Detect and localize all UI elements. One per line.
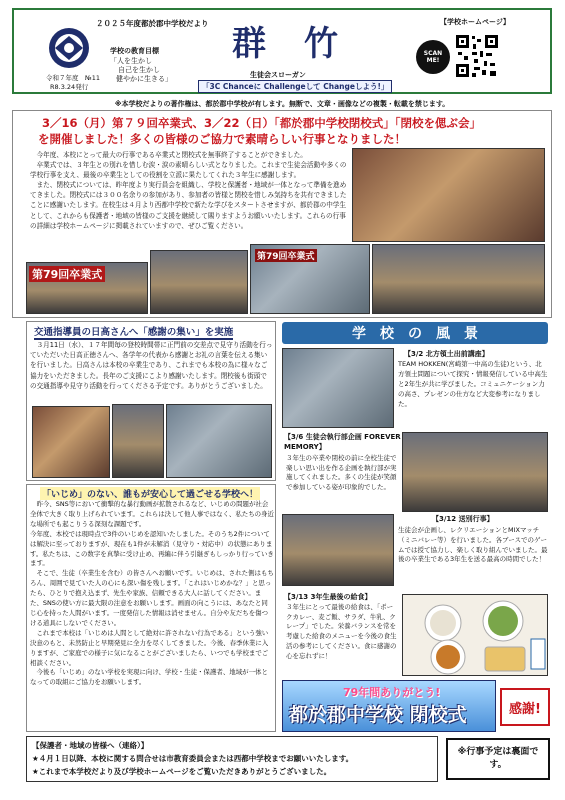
scenery-item-4-body: ３年生にとって最後の給食は、「ポークカレー、麦ご飯、サラダ、牛乳、クレープ」でした。栄養バランスを常を考慮した給食のメニューを今後の食生活の参考にしてください。食に感謝の心を忘れずに！	[286, 603, 397, 660]
main-article-body: 今年度、本校にとって最大の行事である卒業式と閉校式を無事終了することができました。 卒業式では、３年生との別れを惜しむ涙・涙の素晴らしい式となりました。これまで生徒会活動や多くの学校行事を支え、最後の卒業生としての役割を立派に果たしてくれた３年生に感謝します。 また、閉校式については、昨年度より実行員会を組織し、学校と保護者・地域が一体となって準備を進めてきました。閉校式には３００名余りの参加があり、参加者の皆様と閉校を惜しみ気持ちを共有できましたことに感謝いたします。在校生は４月より西都中学校で新たな学びをスタートさせますが、都於郡の中学生として、これからも保護者・地域の皆様のご支援を継続して賜りますようお願いいたします。これらの行事の詳細は学校ホームページに掲載されていますので、ぜひご覧ください。	[30, 151, 347, 230]
traffic-photo-1	[32, 406, 110, 478]
newsletter-label: ２０２５年度都於郡中学校だより	[96, 19, 209, 28]
footer-heading: 【保護者・地域の皆様へ（連絡）】	[32, 741, 149, 750]
traffic-photo-3	[166, 404, 272, 478]
homepage-label: 【学校ホームページ】	[440, 18, 510, 26]
traffic-photo-2	[112, 404, 164, 478]
graduation-photo-1	[352, 148, 545, 242]
schedule-note-box	[446, 738, 550, 780]
goal-line-1: 「人を生かし	[110, 57, 152, 65]
scenery-item-2-title: 【3/6 生徒会執行部企画 FOREVER MEMORY】	[284, 433, 401, 451]
scenery-item-1-body: TEAM HOKKEN(宮崎第一中高の生徒)という、北方領土問題について探究・情報発信している中高生と2年生が共に学びました。コミュニケーション力の高さ、プレゼンの仕方など大変参考になりました。	[398, 360, 548, 408]
scenery-photo-3	[282, 514, 394, 586]
traffic-article-title: 交通指導員の日高さんへ「感謝の集い」を実施	[34, 324, 233, 340]
school-emblem-icon	[47, 26, 91, 70]
scan-me-label: SCAN ME!	[423, 50, 443, 64]
footer-line-2: ★これまで本学校だより及び学校ホームページをご覧いただきありがとうございました。	[32, 767, 332, 776]
school-lunch-photo	[402, 594, 548, 676]
scenery-photo-2	[402, 432, 548, 512]
goal-heading: 学校の教育目標	[110, 47, 159, 55]
scenery-heading-bar	[282, 322, 548, 344]
closing-banner	[282, 680, 496, 732]
issue-number: 令和７年度 №11	[46, 74, 101, 82]
slogan: 「3C Chanceに Challengeして Changeしよう!」	[198, 80, 392, 93]
scenery-item-4-title: 【3/13 3年生最後の給食】	[284, 593, 372, 601]
newsletter-title: 群 竹	[232, 24, 340, 64]
graduation-photo-2	[26, 262, 148, 314]
goal-line-3: 健やかに生きる」	[116, 75, 172, 83]
scenery-item-1-title: 【3/2 北方領土出前講座】	[404, 350, 489, 358]
qr-code-icon[interactable]	[454, 33, 500, 79]
thanks-text: 感謝!	[509, 701, 541, 717]
scenery-item-2-body: ３年生の卒業や閉校の前に全校生徒で楽しい思い出を作る企画を執行部が実施してくれました。多くの生徒が笑顔で参加している姿が印象的でした。	[286, 454, 397, 491]
ijime-article-body: 昨今、SNS等において衝撃的な暴行動画が拡散されるなど、いじめの問題が社会全体で大きく取り上げられています。これらは決して他人事ではなく、私たちの身近な場所でも起こりうる深刻な課題です。 今年度、本校では現時点で3件のいじめを認知いたしました。そのうち2件については解決に至っておりますが、現在も1件が未解消（見守り・対応中）の状態にあります。私たちは、この数字を真摯に受け止め、再編に伴う引継ぎもしっかり行っていきます。 そこで、生徒（卒業生を含む）の皆さんへお願いです。いじめは、された側はもちろん、周囲で見ていた人の心にも深い傷を残します。「これはいじめかな？」と思ったら、ひとりで抱え込まず、先生や家族、信頼できる大人に話してください。また、SNSの使い方に最大限の注意をお願いします。画面の向こうには、あなたと同じ心を持った人間がいます。一度発信した情報は消せません。自分や友だちを傷つける道具にしないでください。 これまで本校は「いじめは人間として絶対に許されない行為である」という強い決意のもと、未然防止と早期発見に全力を尽くしてきました。今後、春季休業に入りますが、ご家庭での様子に気になることがございましたら、いつでも学校までご相談ください。 今後も「いじめ」のない学校を実現に向け、学校・生徒・保護者、地域が一体となっての取組にご協力をお願いします。	[30, 500, 274, 687]
scan-me-badge	[416, 40, 450, 74]
graduation-photo-3	[150, 250, 248, 314]
thanks-badge	[500, 688, 550, 726]
footer-line-1: ★４月１日以降、本校に関する問合せは市教育委員会または西都中学校までお願いいたします。	[32, 754, 354, 763]
traffic-article-body: ３月11日（水）、１７年間毎の登校時間帯に正門前の交差点で見守り活動を行っていただいた日高正徳さんへ、各学年の代表から感謝とお礼の言葉を伝える集いを行いました。日高さんは本校の卒業生であり、これまでも本校の為に様々なご協力をいただきました。長年のご支援にこより感謝いたします。閉校後も街頭での交通指導や見守り活動を行ってくださる予定です。ありがとうございました。	[30, 341, 273, 390]
goal-line-2: 自己を生かし	[118, 66, 160, 74]
slogan-heading: 生徒会スローガン	[250, 71, 306, 79]
scenery-photo-1	[282, 348, 394, 428]
main-headline-2: を開催しました！多くの皆様のご協力で素晴らしい行事となりました！	[38, 132, 406, 146]
main-headline-1: 3／16（月）第７９回卒業式、3／22（日）「都於郡中学校閉校式」「閉校を偲ぶ会」	[42, 116, 482, 130]
ijime-article-title: 「いじめ」のない、誰もが安心して過ごせる学校へ！	[40, 487, 260, 500]
issue-date: R8.3.24発行	[50, 83, 89, 91]
scenery-item-3-body: 生徒会が企画し、レクリエーションとMIXマッチ（ミニバレー等）を行いました。各ブースでのゲームでは授て協力し、楽しく取り組んでいました。最後の卒業生である3年生を送る最高の時間でした！	[398, 526, 548, 564]
photo-banner-2: 第79回卒業式	[255, 249, 317, 262]
closing-ceremony-photo-2	[372, 244, 545, 314]
scenery-item-3-title: 【3/12 送別行事】	[432, 515, 494, 523]
schedule-note: ※行事予定は裏面です。	[457, 747, 539, 770]
closing-banner-line2: 都於郡中学校 閉校式	[289, 704, 467, 726]
photo-banner-1: 第79回卒業式	[29, 266, 105, 282]
copyright-notice: ※本学校だよりの著作権は、都於郡中学校が有します。無断で、文章・画像などの複製・転載を禁じます。	[114, 100, 450, 108]
closing-ceremony-photo-1	[250, 244, 370, 314]
scenery-heading: 学 校 の 風 景	[352, 326, 478, 342]
closing-banner-line1: 79年間ありがとう!	[343, 686, 441, 699]
